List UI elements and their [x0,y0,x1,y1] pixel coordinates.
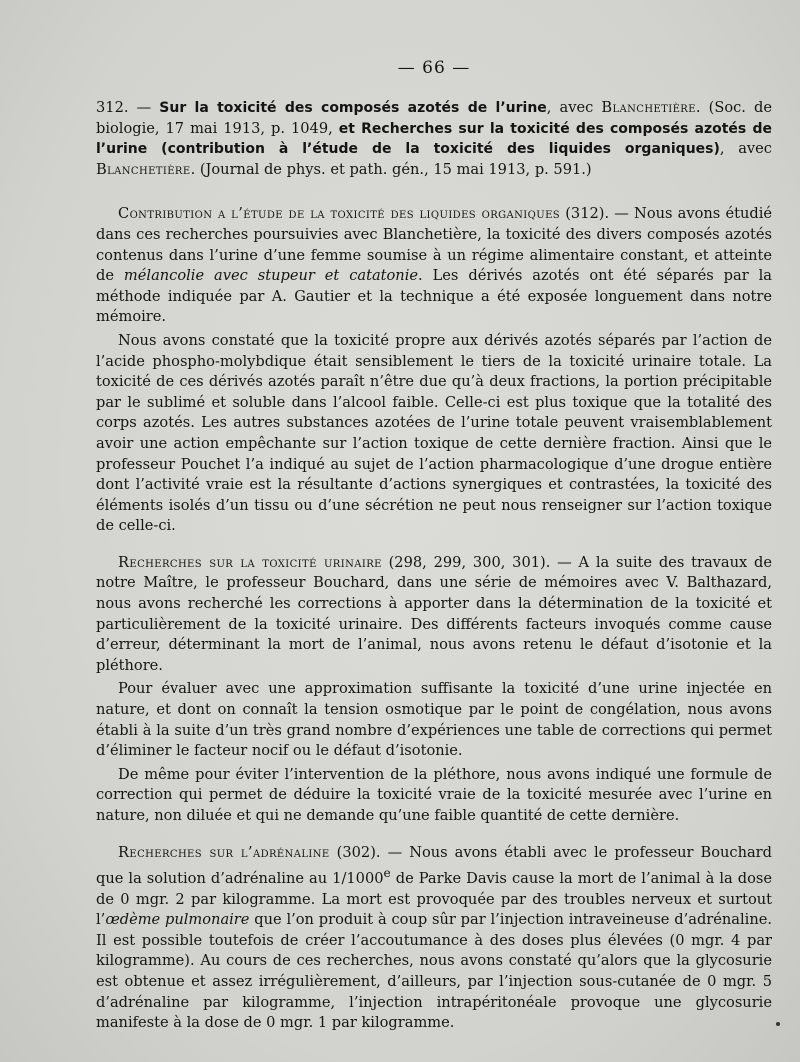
reference-title-2: Recherches sur la toxicité des composés azotés de l’urine (contribution à l’étude de la toxicité des liquides organiques) [96,120,772,158]
section1-paragraph-1 [96,204,772,328]
section1-emphasis: mélancolie avec stupeur et catatonie [123,267,419,285]
section-adrenaline [96,843,772,1034]
reference-author-1: Blanchetière [601,99,696,116]
reference-title-1: Sur la toxicité des composés azotés de l’urine [159,100,547,116]
reference-with-2: , avec [719,140,772,158]
section3-text-b: de Parke Davis cause la mort de l’animal à la dose de 0 mgr. 2 par kilogramme. La mort est provoquée par des troubles nerveux et surtout l’ [96,870,772,929]
section3-superscript: e [383,866,391,881]
section1-text-a: Nous avons étudié dans ces recherches poursuivies avec Blanchetière, la toxicité des divers composés azotés contenus dans l’urine d’une femme soumise à un régime alimentaire constant, et atteinte de [96,205,773,285]
section3-text-c: que l’on produit à coup sûr par l’injection intraveineuse d’adrénaline. Il est possible toutefois de créer l’accoutumance à des doses plus élevées (0 mgr. 4 par kilogramme). Au cours de ces recherches, nous avons constaté qu’alors que la glycosurie est obtenue et assez irrégulièrement, d’ailleurs, par l’injection sous-cutanée de 0 mgr. 5 d’adrénaline par kilogramme, l’injection intrapéritonéale provoque une glycosurie manifeste à la dose de 0 mgr. 1 par kilogramme. [96,911,773,1032]
section2-ref: (298, 299, 300, 301). — [381,553,579,571]
reference-source-2: . (Journal de phys. et path. gén., 15 mai 1913, p. 591.) [190,160,592,178]
page-number: — 66 — [397,58,471,78]
reference-number: 312. [96,99,129,116]
section1-ref: (312). — [560,205,635,223]
section3-heading: Recherches sur l’adrénaline [118,843,330,861]
section2-text: A la suite des travaux de notre Maître, le professeur Bouchard, dans une série de mémoires avec V. Balthazard, nous avons recherché les corrections à apporter dans la détermination de la toxicité et particulièrement de la toxicité urinaire. Des différents facteurs invoqués comme cause d’erreur, déterminant la mort de l’animal, nous avons retenu le défaut d’isotonie et la pléthore. [96,553,772,674]
scan-speck [776,1022,780,1026]
reference-paragraph [96,98,772,180]
reference-with-1: , avec [546,99,602,116]
section2-paragraph-2: Pour évaluer avec une approximation suffisante la toxicité d’une urine injectée en nature, et dont on connaît la tension osmotique par le point de congélation, nous avons établi à la suite d’un très grand nombre d’expériences une table de corrections qui permet d’éliminer le facteur nocif ou le défaut d’isotonie. [96,680,772,760]
section3-paragraph-1 [96,843,772,1034]
section1-heading: Contribution a l’étude de la toxicité des liquides organiques [118,205,561,223]
section2-paragraph-3: De même pour éviter l’intervention de la pléthore, nous avons indiqué une formule de correction qui permet de déduire la toxicité vraie de la toxicité mesurée avec l’urine en nature, non diluée et qui ne demande qu’une faible quantité de cette dernière. [96,765,772,824]
section-contribution [96,204,772,537]
section3-text-a: Nous avons établi avec le professeur Bouchard que la solution d’adrénaline au 1/1000 [96,843,772,888]
section3-ref: (302). — [329,843,410,861]
reference-dash: — [128,99,160,116]
section2-heading: Recherches sur la toxicité urinaire [118,553,382,571]
section3-emphasis: œdème pulmonaire [105,911,250,929]
section1-text-b: . Les dérivés azotés ont été séparés par la méthode indiquée par A. Gautier et la technique a été exposée longuement dans notre mémoire. [96,267,772,326]
reference-source-1: . (Soc. de biologie, 17 mai 1913, p. 1049, [96,99,772,137]
section-toxicite-urinaire [96,553,772,827]
bibliographic-reference [96,98,772,180]
reference-author-2: Blanchetière [96,160,191,178]
section2-paragraph-1 [96,553,772,677]
reference-et: et [338,120,362,137]
section1-paragraph-2: Nous avons constaté que la toxicité propre aux dérivés azotés séparés par l’action de l’acide phospho-molybdique était sensiblement le tiers de la toxicité urinaire totale. La toxicité de ces dérivés azotés paraît n’être due qu’à deux fractions, la portion précipitable par le sublimé et soluble dans l’alcool faible. Celle-ci est plus toxique que la totalité des corps azotés. Les autres substances azotées de l’urine totale peuvent vraisemblablement avoir une action empêchante sur l’action toxique de cette dernière fraction. Ainsi que le professeur Pouchet l’a indiqué au sujet de l’action pharmacologique d’une drogue entière dont l’activité vraie est la résultante d’actions synergiques et contrastées, la toxicité des éléments isolés d’un tissu ou d’une sécrétion ne peut nous renseigner sur l’action toxique de celle-ci. [96,331,772,535]
